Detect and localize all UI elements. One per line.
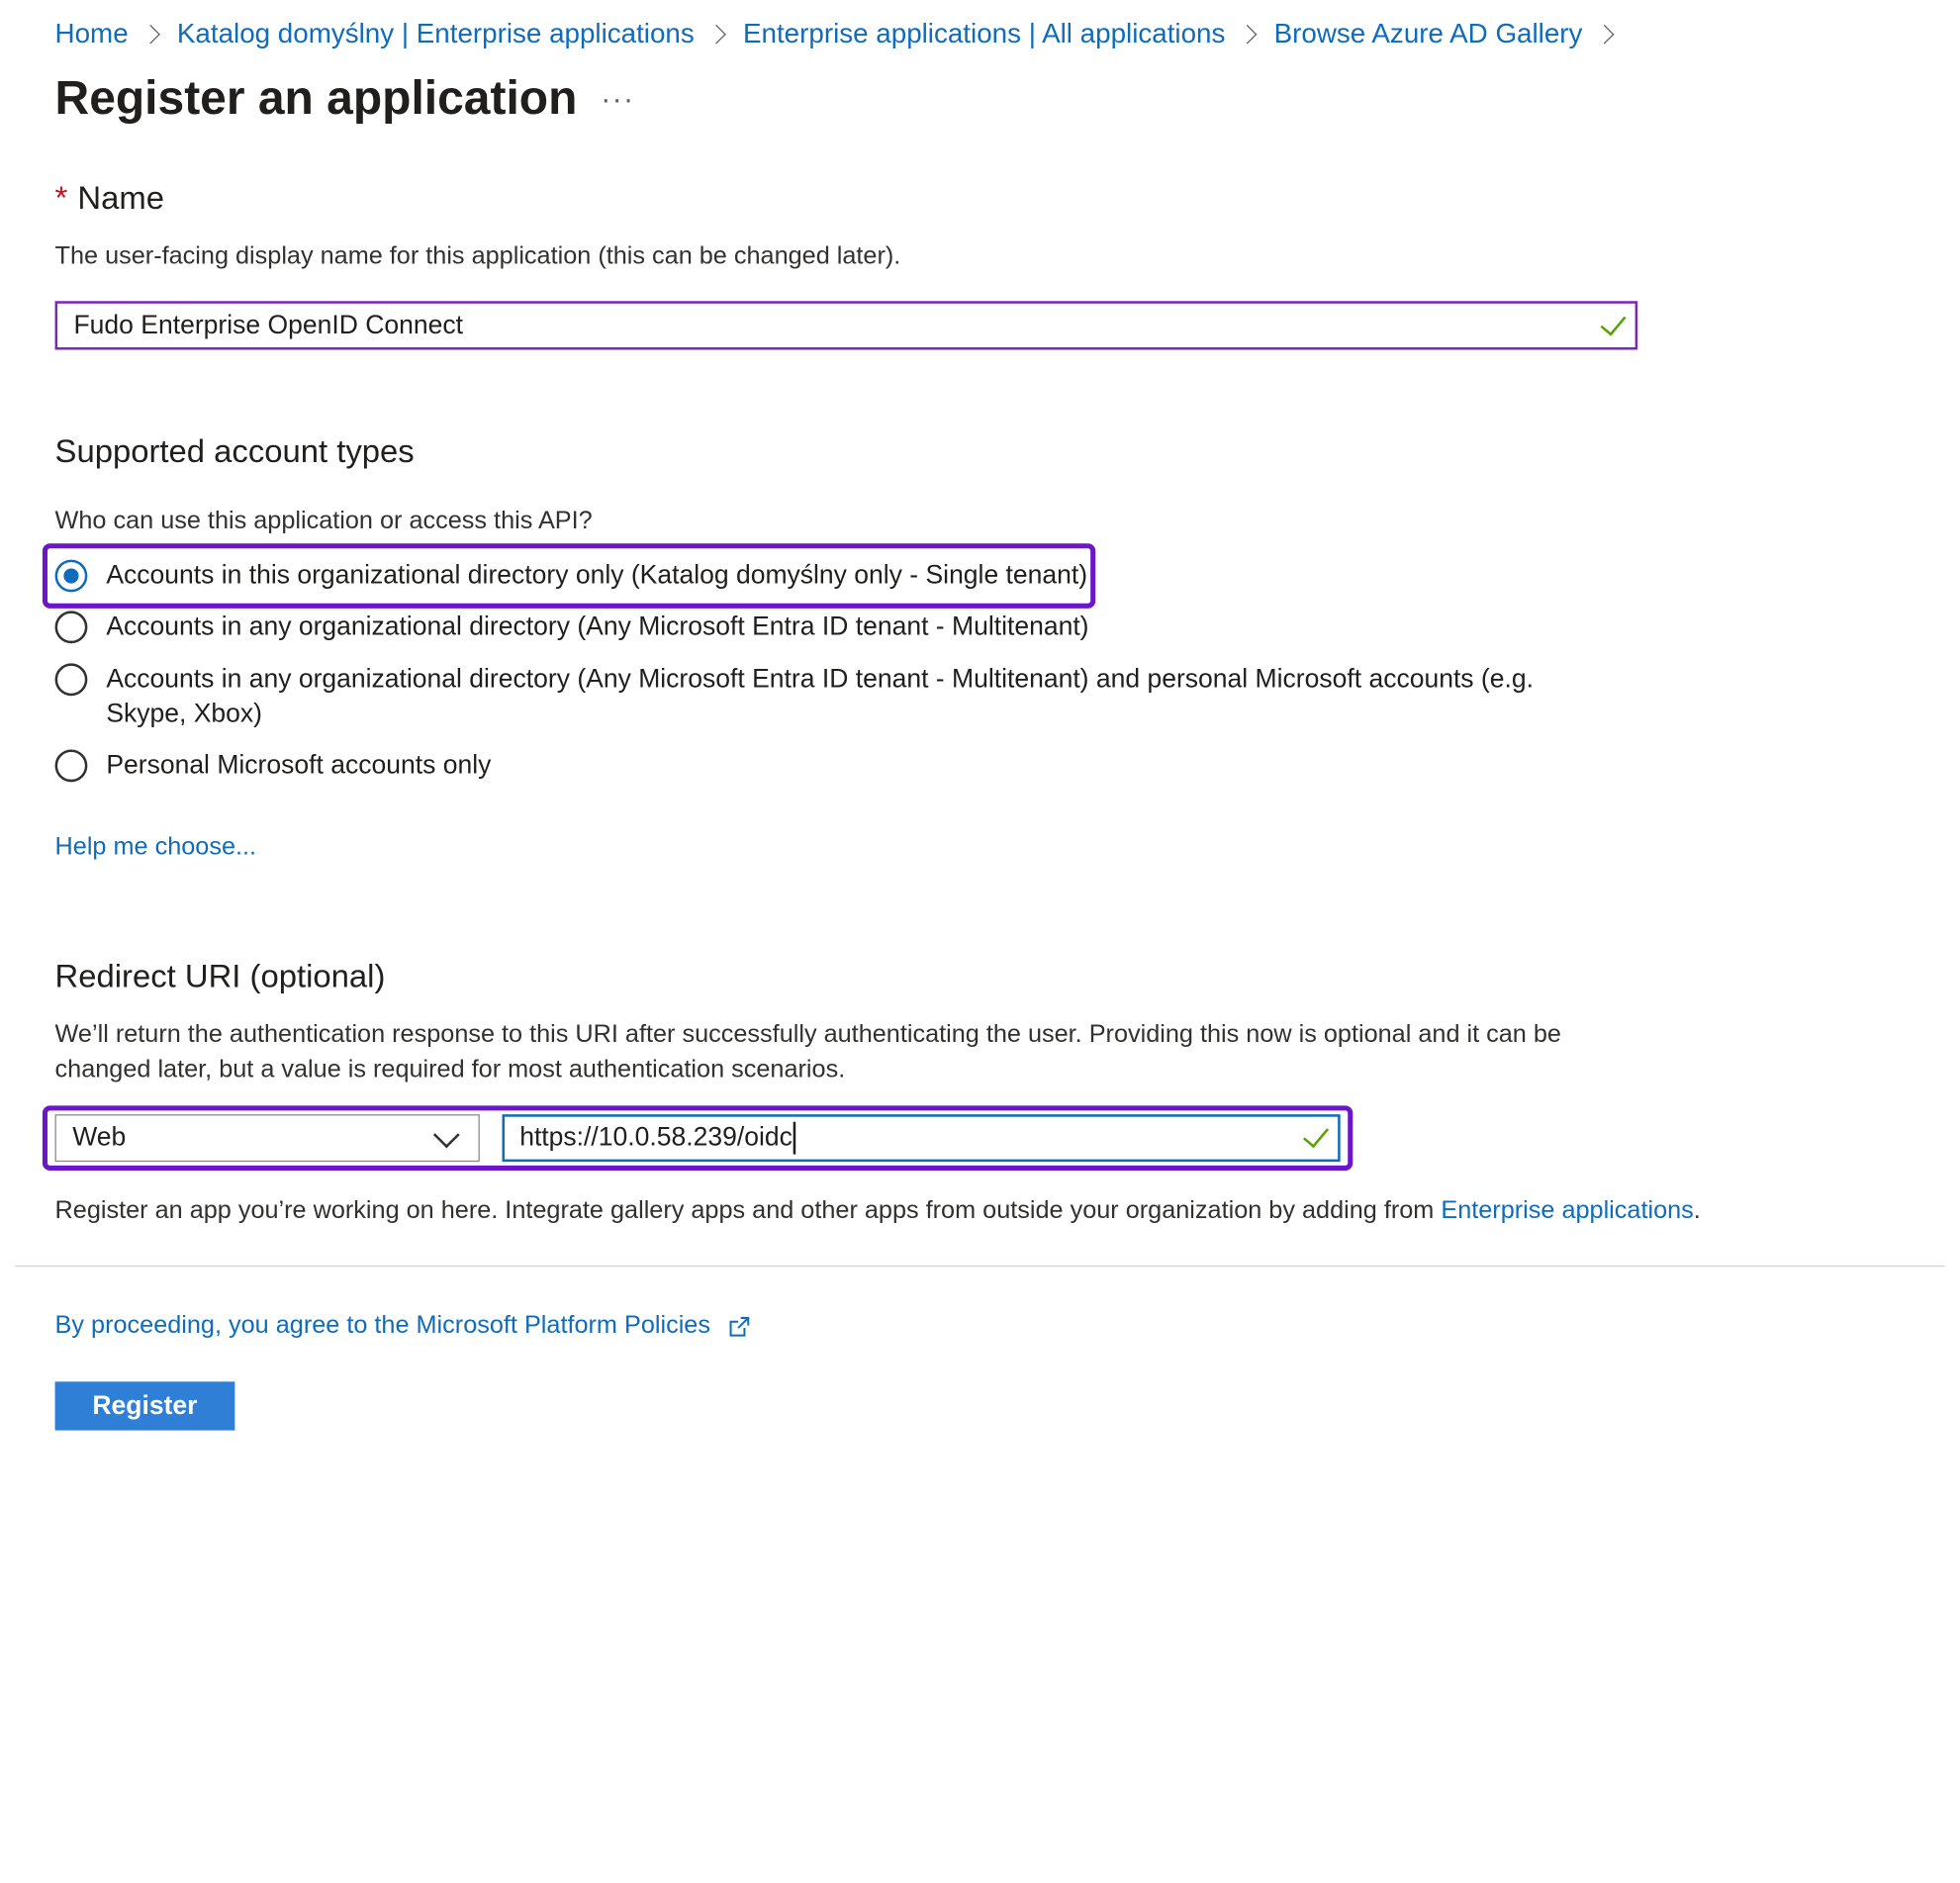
radio-option-multitenant[interactable]	[55, 610, 1617, 644]
text-cursor	[793, 1122, 795, 1155]
radio-option-multitenant-personal[interactable]	[55, 662, 1617, 732]
breadcrumb-enterprise-applications[interactable]: Katalog domyślny | Enterprise applications	[176, 17, 695, 49]
name-input-value: Fudo Enterprise OpenID Connect	[73, 310, 463, 339]
redirect-uri-description: We’ll return the authentication response to this URI after successfully authenticating the user. Providing this now is optional and it can be changed later, but a value is required for most authentication scenarios.	[54, 1020, 1561, 1083]
radio-button[interactable]	[55, 750, 88, 783]
register-note-end: .	[1693, 1196, 1701, 1225]
name-label	[55, 179, 164, 218]
enterprise-applications-link[interactable]: Enterprise applications	[1441, 1196, 1694, 1225]
register-note-text: Register an app you’re working on here. Integrate gallery apps and other apps from outside your organization by adding from	[54, 1196, 1442, 1225]
breadcrumb-all-applications[interactable]: Enterprise applications | All applications	[742, 17, 1226, 49]
radio-button[interactable]	[55, 663, 88, 696]
help-me-choose-link[interactable]: Help me choose...	[54, 833, 257, 861]
required-marker: *	[54, 178, 68, 217]
radio-label: Personal Microsoft accounts only	[106, 750, 492, 780]
name-input[interactable]	[55, 301, 1638, 349]
chevron-right-icon	[706, 24, 726, 44]
chevron-down-icon	[433, 1122, 460, 1149]
checkmark-icon	[1600, 309, 1626, 335]
name-label-text: Name	[77, 178, 164, 217]
platform-select-value: Web	[72, 1122, 127, 1153]
account-types-title: Supported account types	[54, 431, 415, 470]
redirect-uri-value: https://10.0.58.239/oidc	[519, 1122, 793, 1153]
radio-button-checked[interactable]	[55, 560, 88, 593]
chevron-right-icon	[1595, 24, 1615, 44]
chevron-right-icon	[1238, 24, 1258, 44]
name-description: The user-facing display name for this application (this can be changed later).	[54, 241, 901, 270]
divider	[15, 1266, 1945, 1267]
radio-button[interactable]	[55, 611, 88, 643]
platform-select[interactable]	[55, 1114, 480, 1162]
page-title: Register an application	[54, 72, 578, 126]
radio-label: Accounts in any organizational directory (Any Microsoft Entra ID tenant - Multitenant) and personal Microsoft accounts (e.g. Skype, Xbox)	[106, 664, 1534, 729]
account-types-question: Who can use this application or access this API?	[54, 507, 593, 535]
redirect-uri-title: Redirect URI (optional)	[54, 957, 386, 994]
radio-label: Accounts in any organizational directory (Any Microsoft Entra ID tenant - Multitenant)	[106, 612, 1089, 641]
radio-option-single-tenant[interactable]	[55, 558, 1617, 593]
breadcrumb-home[interactable]: Home	[54, 17, 129, 49]
platform-policies-link[interactable]	[55, 1308, 753, 1343]
breadcrumb-browse-gallery[interactable]: Browse Azure AD Gallery	[1273, 17, 1583, 49]
platform-policies-text: By proceeding, you agree to the Microsoft Platform Policies	[54, 1311, 710, 1340]
redirect-uri-input[interactable]	[503, 1114, 1341, 1162]
chevron-right-icon	[140, 24, 160, 44]
external-link-icon	[727, 1314, 752, 1339]
breadcrumb	[55, 18, 1632, 50]
radio-label: Accounts in this organizational directory only (Katalog domyślny only - Single tenant)	[106, 560, 1088, 590]
radio-option-personal-only[interactable]	[55, 748, 1617, 783]
register-button[interactable]: Register	[55, 1381, 235, 1430]
checkmark-icon	[1303, 1121, 1329, 1148]
more-options-button[interactable]: ···	[601, 82, 635, 117]
register-note	[55, 1193, 1701, 1228]
